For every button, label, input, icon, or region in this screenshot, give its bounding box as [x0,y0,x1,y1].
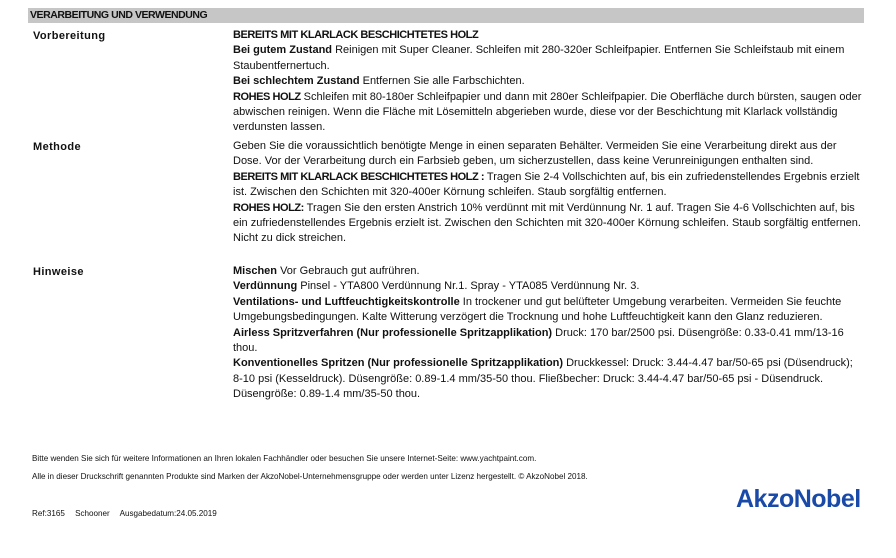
text-konventionell: Druckkessel: Druck: 3.44-4.47 bar/50-65 psi (Düsendruck); 8-10 psi (Kesseldruck). Düsengröße: 0.89-1.4 mm/35-50 thou. Fließbecher: Druck: 3.44-4.47 bar/50-65 psi - Düsendruck. Düsengröße: 0.89-1.4 mm/35-50 thou. [233,357,853,401]
label-mischen: Mischen [233,265,278,277]
row-content-hinweise [233,264,863,403]
text-schlecht: Entfernen Sie alle Farbschichten. [359,75,525,88]
paragraph-mischen [233,264,863,279]
footer-contact-note: Bitte wenden Sie sich für weitere Informationen an Ihren lokalen Fachhändler oder besuchen Sie unsere Internet-Seite: www.yachtpaint.com. [32,454,537,463]
row-label-vorbereitung: Vorbereitung [33,30,106,42]
paragraph-schlecht [233,74,863,89]
text-ventilation: In trockener und gut belüfteter Umgebung verarbeiten. Vermeiden Sie feuchte Umgebungsbedingungen. Kalte Witterung verzögert die Trocknung und hohe Luftfeuchtigkeit kann den Glanz reduzieren. [233,295,842,324]
text-mischen: Vor Gebrauch gut aufrühren. [277,265,420,277]
footer-date: Ausgabedatum:24.05.2019 [119,509,217,518]
akzonobel-logo: AkzoNobel [736,485,861,513]
paragraph-konventionell [233,356,863,402]
label-bereits: BEREITS MIT KLARLACK BESCHICHTETES HOLZ : [233,170,485,183]
text-methode-roh: Tragen Sie den ersten Anstrich 10% verdünnt mit mit Verdünnung Nr. 1 auf. Tragen Sie 4-6 Vollschichten auf, bis ein zufriedenstellendes Ergebnis erzielt ist. Zwischen den Schichten mit 320-400er Körnung schleifen. Staub sorgfältig entfernen. Nicht zu dick streichen. [233,201,861,245]
paragraph-ventilation [233,295,863,326]
paragraph-gut [233,43,863,74]
label-roh: ROHES HOLZ [233,90,301,103]
row-label-methode: Methode [33,141,82,153]
text-gut: Reinigen mit Super Cleaner. Schleifen mit 280-320er Schleifpapier. Entfernen Sie Schleifstaub mit einem Staubentfernertuch. [233,44,845,72]
section-title: VERARBEITUNG UND VERWENDUNG [30,9,208,21]
label-methode-roh: ROHES HOLZ: [233,201,304,214]
paragraph-methode-intro: Geben Sie die voraussichtlich benötigte Menge in einen separaten Behälter. Vermeiden Sie eine Verarbeitung direkt aus der Dose. Vor der Verarbeitung durch ein Farbsieb geben, um sicherzustellen, dass keine Verunreinigungen enthalten sind. [233,140,837,168]
text-bereits: Tragen Sie 2-4 Vollschichten auf, bis ein zufriedenstellendes Ergebnis erzielt ist. Zwischen den Schichten mit 320-400er Körnung schleifen. Staub sorgfältig entfernen. [233,170,860,199]
row-content-methode [233,139,863,247]
row-content-vorbereitung [233,28,863,136]
heading-klarlack-holz: BEREITS MIT KLARLACK BESCHICHTETES HOLZ [233,29,479,41]
paragraph-methode-roh [233,201,863,247]
paragraph-airless [233,326,863,357]
label-airless: Airless Spritzverfahren (Nur professionelle Spritzapplikation) [233,326,553,339]
text-airless: Druck: 170 bar/2500 psi. Düsengröße: 0.33-0.41 mm/13-16 thou. [233,326,844,355]
paragraph-verduennung [233,279,863,294]
footer-reference-line [32,509,225,518]
paragraph-bereits [233,170,863,201]
label-gut: Bei gutem Zustand [233,44,333,57]
paragraph-roh [233,90,863,136]
footer-ref: Ref:3165 [32,509,65,518]
text-verduennung: Pinsel - YTA800 Verdünnung Nr.1. Spray - YTA085 Verdünnung Nr. 3. [297,280,640,293]
label-konventionell: Konventionelles Spritzen (Nur professionelle Spritzapplikation) [233,357,564,370]
section-header-bar [28,8,864,23]
label-schlecht: Bei schlechtem Zustand [233,75,360,88]
footer-product: Schooner [75,509,110,518]
text-roh: Schleifen mit 80-180er Schleifpapier und dann mit 280er Schleifpapier. Die Oberfläche durch bürsten, saugen oder abwischen reinigen. Wenn die Fläche mit Lösemitteln abgerieben wurde, diese vor der Beschichtung mit Klarlack vollständig verdunsten lassen. [233,90,862,134]
footer-trademark-note: Alle in dieser Druckschrift genannten Produkte sind Marken der AkzoNobel-Unternehmensgruppe oder werden unter Lizenz hergestellt. © AkzoNobel 2018. [32,472,588,481]
label-verduennung: Verdünnung [233,280,298,293]
label-ventilation: Ventilations- und Luftfeuchtigkeitskontrolle [233,295,460,308]
row-label-hinweise: Hinweise [33,266,84,278]
